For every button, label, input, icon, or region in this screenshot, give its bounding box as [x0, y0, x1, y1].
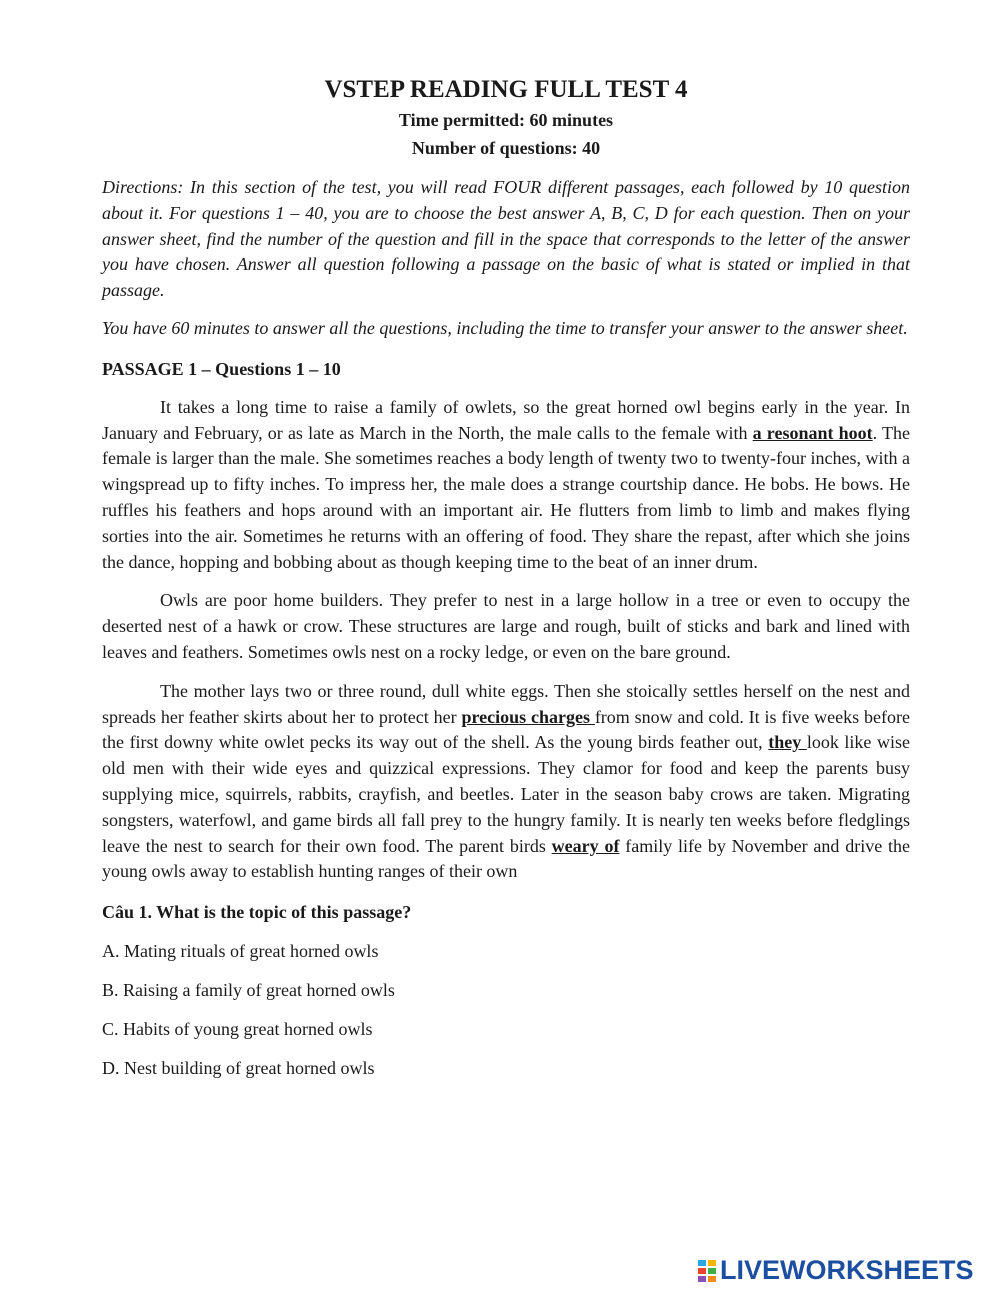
option-b[interactable]: B. Raising a family of great horned owls: [102, 980, 395, 1001]
number-of-questions: Number of questions: 40: [411, 138, 601, 158]
option-d[interactable]: D. Nest building of great horned owls: [102, 1058, 375, 1079]
p3-text-b: from snow and cold. It is five weeks before the first downy white owlet pecks its way out of the shell. As the young birds feather out,: [102, 706, 910, 753]
passage-paragraph-3: [102, 679, 910, 885]
logo-mark-icon: [698, 1260, 716, 1282]
directions-text: Directions: In this section of the test, you will read FOUR different passages, each followed by 10 question about it. For questions 1 – 40, you are to choose the best answer A, B, C, D for each question. Then on your answer sheet, find the number of the question and fill in the space that corresponds to the letter of the answer you have chosen. Answer all question following a passage on the basic of what is stated or implied in that passage.: [102, 177, 910, 301]
passage-paragraph-2: Owls are poor home builders. They prefer to nest in a large hollow in a tree or even to occupy the deserted nest of a hawk or crow. These structures are large and rough, built of sticks and bark and lined with leaves and feathers. Sometimes owls nest on a rocky ledge, or even on the bare ground.: [102, 590, 910, 662]
p1-text-a: It takes a long time to raise a family of owlets, so the great horned owl begins early in the year. In January and February, or as late as March in the North, the male calls to the female with: [102, 396, 910, 443]
underlined-precious-charges: precious charges: [461, 706, 595, 727]
passage-paragraph-1: [102, 395, 910, 576]
time-note: You have 60 minutes to answer all the questions, including the time to transfer your answer to the answer sheet.: [102, 317, 908, 338]
page-title: VSTEP READING FULL TEST 4: [324, 76, 688, 103]
passage-heading: PASSAGE 1 – Questions 1 – 10: [102, 358, 341, 379]
option-a[interactable]: A. Mating rituals of great horned owls: [102, 941, 379, 962]
p1-text-b: . The female is larger than the male. She sometimes reaches a body length of twenty two to twenty-four inches, with a wingspread up to fifty inches. To impress her, the male does a strange courtship dance. He bobs. He bows. He ruffles his feathers and hops around with an important air. He flutters from limb to limb and makes flying sorties into the air. Sometimes he returns with an offering of food. They share the repast, after which she joins the dance, hopping and bobbing about as though keeping time to the beat of an inner drum.: [102, 422, 910, 572]
question-1: Câu 1. What is the topic of this passage?: [102, 902, 412, 923]
p3-text-d: family life by November and drive the young owls away to establish hunting ranges of their own: [102, 835, 910, 882]
p3-text-a: The mother lays two or three round, dull white eggs. Then she stoically settles herself on the nest and spreads her feather skirts about her to protect her: [102, 680, 910, 727]
p3-text-c: look like wise old men with their wide eyes and quizzical expressions. They clamor for food and keep the parents busy supplying mice, squirrels, rabbits, crayfish, and beetles. Later in the season baby crows are taken. Migrating songsters, waterfowl, and game birds all fall prey to the hungry family. It is nearly ten weeks before fledglings leave the nest to search for their own food. The parent birds: [102, 732, 910, 856]
option-c[interactable]: C. Habits of young great horned owls: [102, 1019, 373, 1040]
liveworksheets-logo: [698, 1255, 974, 1286]
time-permitted: Time permitted: 60 minutes: [398, 110, 614, 130]
underlined-weary-of: weary of: [551, 835, 620, 856]
underlined-they: they: [768, 732, 807, 753]
underlined-resonant-hoot: a resonant hoot: [752, 422, 873, 443]
worksheet-page: [102, 74, 910, 1081]
logo-text: LIVEWORKSHEETS: [720, 1255, 974, 1285]
